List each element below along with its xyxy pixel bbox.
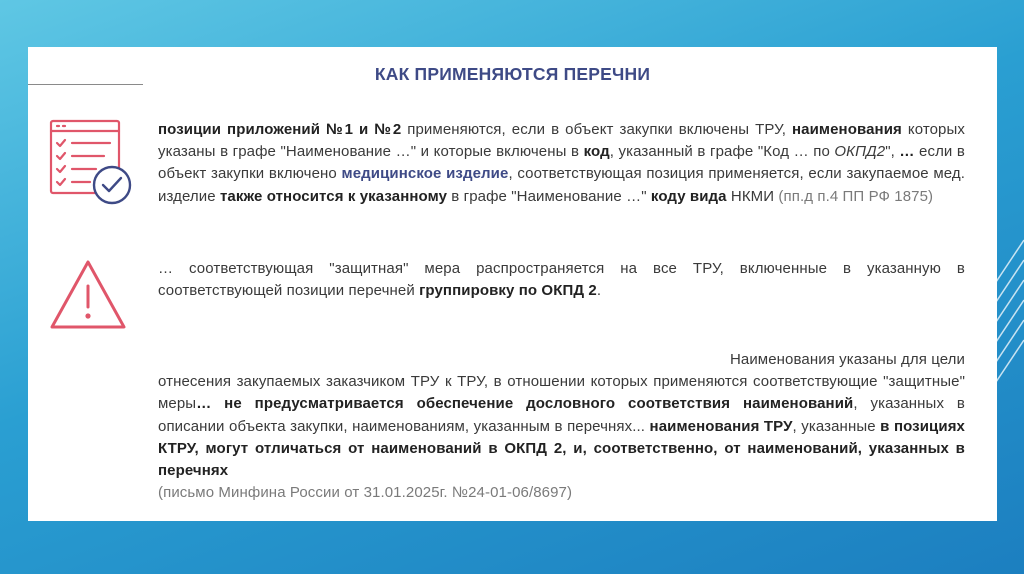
paragraph-names-purpose [158, 349, 965, 504]
text-bold: в позициях КТРУ, могут отличаться от наименований в ОКПД 2, и, соответственно, от наименований, указанных в перечнях [158, 417, 965, 480]
text-highlight: медицинское изделие [341, 165, 509, 183]
reference-text: (письмо Минфина России от 31.01.2025г. №24-01-06/8697) [158, 484, 573, 502]
warning-icon [48, 258, 128, 332]
paragraph-protective-measure [158, 258, 965, 302]
text-bold: коду вида [650, 187, 727, 205]
text: ", [885, 143, 900, 161]
text: применяются, если в объект закупки включены ТРУ, [401, 121, 792, 138]
text: . [596, 282, 602, 300]
paragraph-lists-application [158, 119, 965, 208]
reference-text: (пп.д п.4 ПП РФ 1875) [778, 187, 934, 205]
checklist-icon [48, 118, 132, 208]
text-bold: наименования ТРУ [649, 417, 793, 435]
text: , соответствующая позиция применяется, если закупаемое мед. изделие [158, 165, 965, 205]
slide-title: КАК ПРИМЕНЯЮТСЯ ПЕРЕЧНИ [374, 64, 651, 84]
text: … соответствующая "защитная" мера распространяется на все ТРУ, включенные в указанную в соответствующей позиции перечней [158, 260, 965, 300]
text: в графе "Наименование …" [447, 187, 651, 205]
text: НКМИ [726, 187, 779, 205]
text-bold: позиции приложений №1 и №2 [158, 121, 402, 138]
text: если в объект закупки включено [158, 143, 965, 183]
text: , указанных в описании объекта закупки, наименованиям, указанным в перечнях... [158, 395, 965, 435]
text-bold: также относится к указанному [219, 187, 448, 205]
text-italic: ОКПД2 [834, 143, 886, 161]
text: которых указаны в графе "Наименование …" и которые включены в [158, 121, 965, 161]
text-bold: группировку по ОКПД 2 [419, 282, 597, 300]
text: , указанный в графе "Код … по [609, 143, 835, 161]
text: отнесения закупаемых заказчиком ТРУ к ТРУ, в отношении которых применяются соответствующие "защитные" меры [158, 373, 965, 413]
text: Наименования указаны для цели [729, 351, 965, 368]
text-bold: код [583, 143, 610, 161]
text-bold: наименования [792, 121, 902, 138]
text-bold: … не предусматривается обеспечение дословного соответствия наименований [196, 395, 854, 413]
text: , указанные [792, 417, 881, 435]
text-bold: … [899, 143, 915, 161]
slide-card [28, 47, 997, 521]
